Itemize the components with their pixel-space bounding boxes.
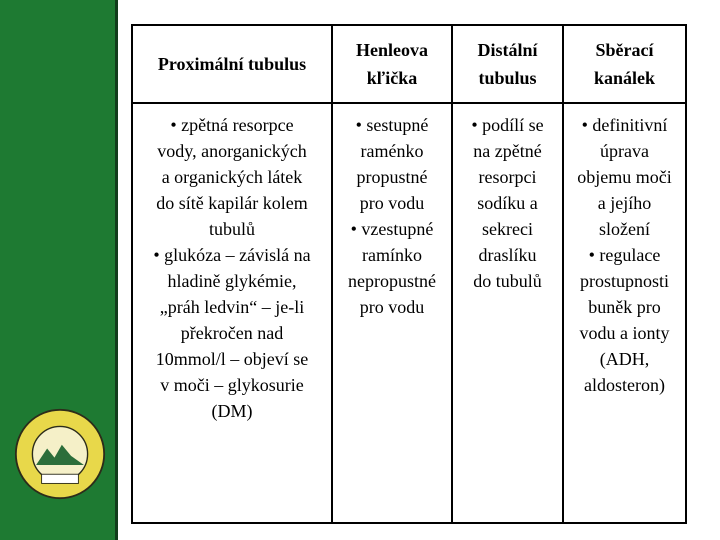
header-distal: Distální tubulus — [477, 40, 538, 88]
header-proximal: Proximální tubulus — [157, 54, 307, 74]
cell-henle: • sestupné raménko propustné pro vodu • vzestupné ramínko nepropustné pro vodu — [348, 115, 436, 317]
cell-collecting: • definitivní úprava objemu moči a jejího složení • regulace prostupnosti buněk pro vodu a ionty (ADH, aldosteron) — [577, 115, 672, 395]
school-logo — [14, 408, 106, 500]
cell-proximal: • zpětná resorpce vody, anorganických a organických látek do sítě kapilár kolem tubulů • glukóza – závislá na hladině glykémie, „práh ledvin“ – je-li překročen nad 10mmol/l – objeví se v moči – glykosurie (DM) — [153, 115, 311, 421]
header-divider — [133, 102, 685, 104]
comparison-table — [131, 24, 687, 524]
cell-distal: • podílí se na zpětné resorpci sodíku a sekreci draslíku do tubulů — [471, 115, 544, 291]
header-henle: Henleova kľička — [356, 40, 428, 88]
header-collecting: Sběrací kanálek — [593, 40, 656, 88]
sidebar-divider — [115, 0, 118, 540]
